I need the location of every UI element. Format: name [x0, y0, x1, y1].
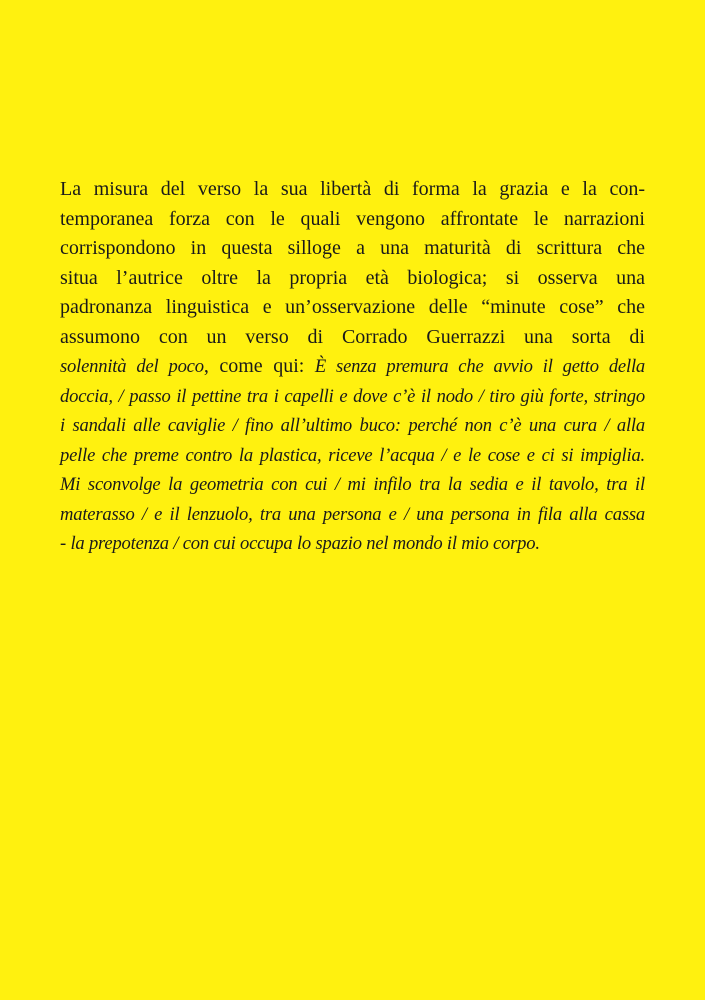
- text-line: [60, 264, 645, 294]
- body-paragraph: [60, 175, 645, 559]
- body-text-run: La misura del verso la sua libertà di forma la grazia e la con-: [60, 178, 645, 200]
- text-line: [60, 234, 645, 264]
- italic-quote-text: pelle che preme contro la plastica, riceve l’acqua / e le cose e ci si impiglia.: [60, 444, 645, 466]
- body-text-run: padronanza linguistica e un’osservazione delle “minute cose” che: [60, 296, 645, 318]
- text-line: [60, 411, 645, 441]
- italic-quote-text: - la prepotenza / con cui occupa lo spazio nel mondo il mio corpo.: [60, 533, 540, 554]
- body-text-run: temporanea forza con le quali vengono affrontate le narrazioni: [60, 207, 645, 230]
- text-line: [60, 323, 645, 353]
- body-text-run: , come qui:: [203, 355, 315, 377]
- text-line: [60, 205, 645, 235]
- text-line: [60, 470, 645, 500]
- italic-quote-text: i sandali alle caviglie / fino all’ultimo buco: perché non c’è una cura / alla: [60, 415, 645, 436]
- text-line: [60, 441, 645, 471]
- body-text-run: assumono con un verso di Corrado Guerrazzi una sorta di: [60, 325, 645, 348]
- italic-quote-text: Mi sconvolge la geometria con cui / mi infilo tra la sedia e il tavolo, tra il: [60, 474, 645, 495]
- text-line: [60, 293, 645, 323]
- italic-quote-text: materasso / e il lenzuolo, tra una persona e / una persona in fila alla cassa: [60, 503, 645, 525]
- text-line: [60, 175, 645, 205]
- italic-quote-text: solennità del poco: [60, 356, 204, 377]
- body-text-run: corrispondono in questa silloge a una maturità di scrittura che: [60, 237, 645, 259]
- text-line: [60, 382, 645, 412]
- text-line: [60, 352, 645, 382]
- text-line: [60, 529, 645, 559]
- italic-quote-text: È senza premura che avvio il getto della: [314, 356, 646, 377]
- body-text-run: situa l’autrice oltre la propria età biologica; si osserva una: [60, 266, 645, 289]
- text-line: [60, 500, 645, 530]
- italic-quote-text: doccia, / passo il pettine tra i capelli e dove c’è il nodo / tiro giù forte, stringo: [60, 385, 645, 407]
